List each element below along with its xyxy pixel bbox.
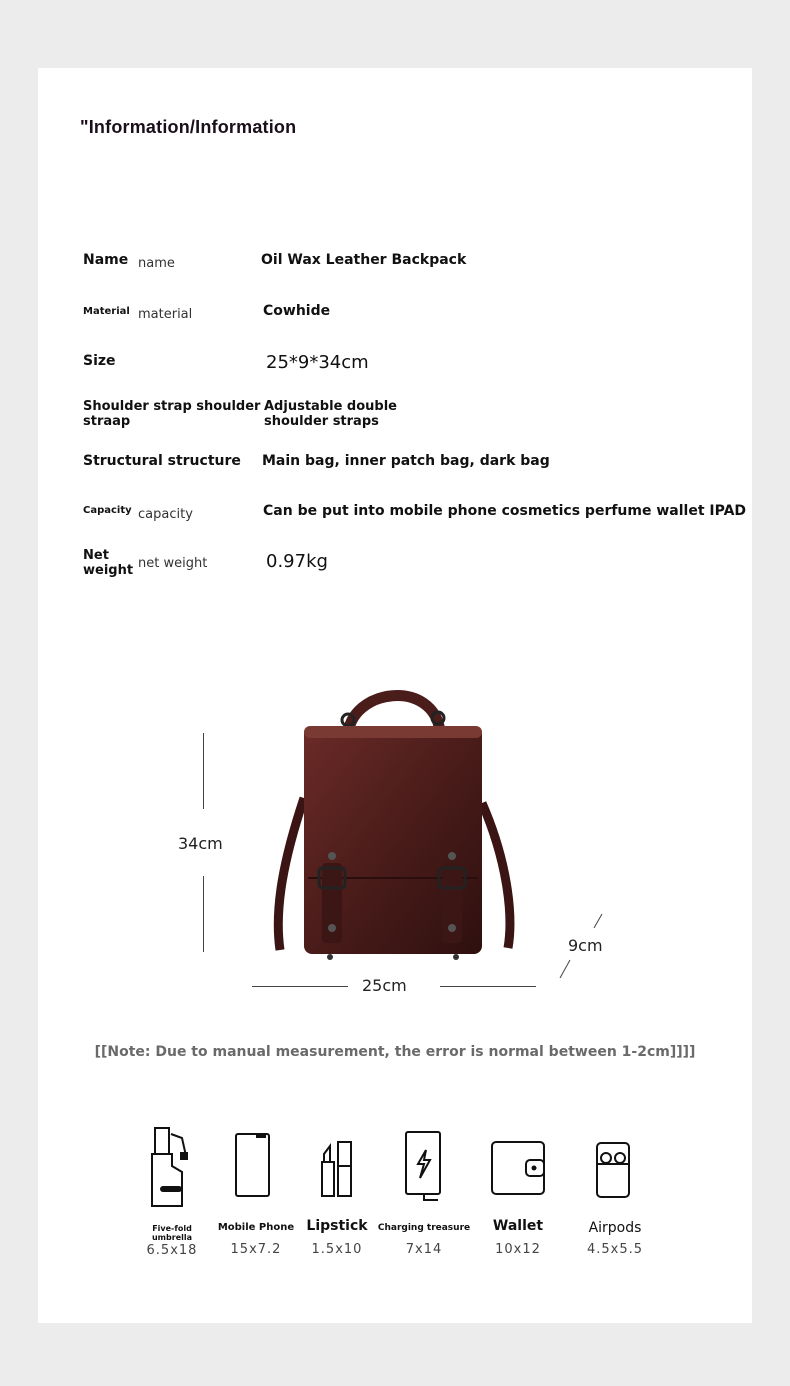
item-name-wallet: Wallet: [492, 1218, 544, 1234]
section-title: "Information/Information: [80, 117, 297, 137]
item-size-airpods: 4.5x5.5: [586, 1242, 644, 1257]
spec-sub-capacity: capacity: [138, 507, 193, 522]
item-name-power-bank: Charging treasure: [377, 1223, 471, 1233]
item-size-power-bank: 7x14: [405, 1242, 443, 1257]
spec-value-capacity: Can be put into mobile phone cosmetics perfume wallet IPAD: [263, 503, 747, 519]
power-bank-icon: [404, 1130, 444, 1206]
depth-dimension-label: 9cm: [568, 936, 603, 955]
item-size-wallet: 10x12: [495, 1242, 541, 1257]
item-name-phone: Mobile Phone: [217, 1222, 295, 1233]
spec-label-material: Material: [83, 306, 130, 317]
item-name-lipstick: Lipstick: [306, 1218, 368, 1234]
height-dimension-label: 34cm: [178, 834, 223, 853]
airpods-icon: [594, 1140, 634, 1200]
spec-value-strap-line2: shoulder straps: [264, 414, 379, 429]
phone-icon: [234, 1132, 272, 1198]
spec-value-strap-line1: Adjustable double: [264, 399, 397, 414]
item-size-phone: 15x7.2: [230, 1242, 282, 1257]
item-size-lipstick: 1.5x10: [311, 1242, 363, 1257]
measurement-note: [[Note: Due to manual measurement, the error is normal between 1-2cm]]]]: [94, 1044, 696, 1060]
spec-value-structure: Main bag, inner patch bag, dark bag: [262, 453, 550, 469]
item-name-airpods: Airpods: [588, 1220, 642, 1236]
wallet-icon: [490, 1140, 548, 1198]
spec-sub-name: name: [138, 256, 175, 271]
spec-label-weight-line1: Net: [83, 548, 109, 563]
lipstick-icon: [320, 1140, 354, 1200]
item-name-umbrella: Five-fold umbrella: [151, 1224, 192, 1242]
spec-label-size: Size: [83, 353, 116, 369]
spec-label-weight-line2: weight: [83, 563, 134, 578]
height-guide-bottom: [203, 876, 204, 952]
width-guide-left: [252, 986, 348, 987]
spec-label-structure: Structural structure: [83, 453, 241, 469]
item-size-umbrella: 6.5x18: [146, 1243, 198, 1258]
spec-label-strap-line1: Shoulder strap shoulder: [83, 399, 261, 414]
spec-sub-weight: net weight: [138, 556, 208, 571]
width-guide-right: [440, 986, 536, 987]
product-info-card: [38, 68, 752, 1323]
spec-value-size: 25*9*34cm: [266, 352, 369, 373]
spec-value-weight: 0.97kg: [266, 551, 328, 572]
spec-value-name: Oil Wax Leather Backpack: [261, 252, 467, 268]
spec-label-strap-line2: straap: [83, 414, 131, 429]
height-guide-top: [203, 733, 204, 809]
backpack-image: [264, 678, 524, 968]
spec-label-capacity: Capacity: [83, 505, 132, 516]
umbrella-icon: [146, 1126, 196, 1210]
width-dimension-label: 25cm: [362, 976, 407, 995]
spec-value-material: Cowhide: [263, 303, 331, 319]
spec-label-name: Name: [83, 252, 129, 268]
spec-sub-material: material: [138, 307, 193, 322]
